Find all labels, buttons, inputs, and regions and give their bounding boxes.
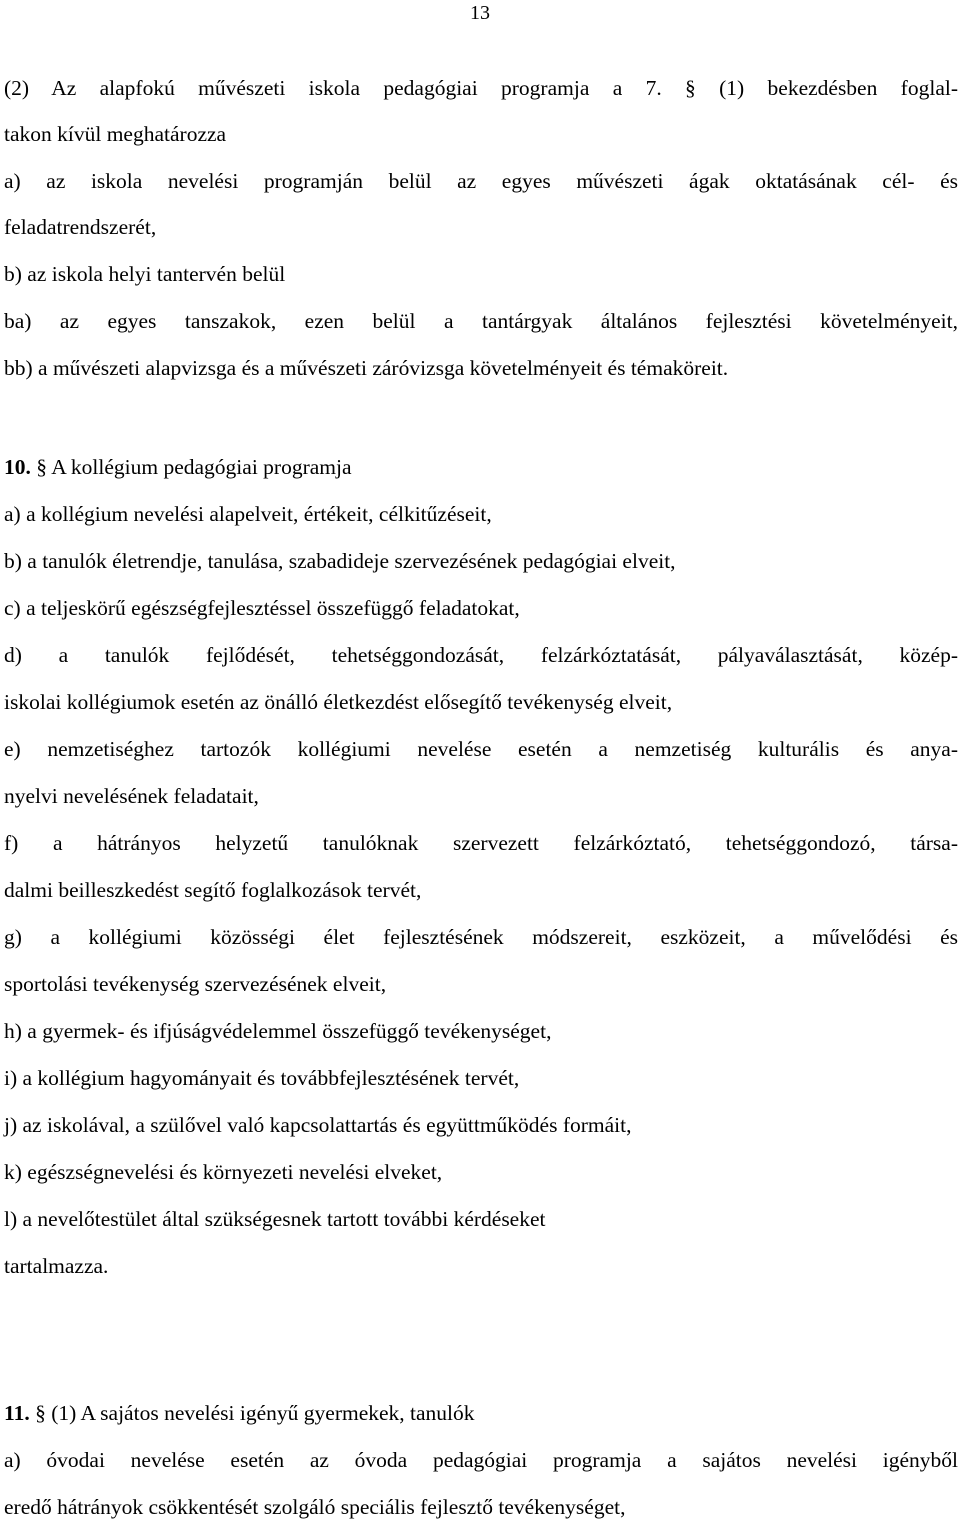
list-item: e) nemzetiséghez tartozók kollégiumi nevelése esetén a nemzetiség kulturális és anya- [4,737,958,761]
section-number: 10. [4,455,31,479]
list-item: i) a kollégium hagyományait és továbbfejlesztésének tervét, [4,1066,520,1090]
list-item: a) óvodai nevelése esetén az óvoda pedagógiai programja a sajátos nevelési igényből [4,1448,958,1472]
list-item: l) a nevelőtestület által szükségesnek tartott további kérdéseket [4,1207,546,1231]
section-heading [4,452,958,482]
list-item: b) a tanulók életrendje, tanulása, szabadideje szervezésének pedagógiai elveit, [4,549,676,573]
list-item: c) a teljeskörű egészségfejlesztéssel összefüggő feladatokat, [4,596,520,620]
list-item: ba) az egyes tanszakok, ezen belül a tantárgyak általános fejlesztési követelményeit, [4,309,958,333]
section-number: 11. [4,1401,30,1425]
list-item: sportolási tevékenység szervezésének elveit, [4,972,387,996]
list-item: iskolai kollégiumok esetén az önálló életkezdést elősegítő tevékenység elveit, [4,690,673,714]
list-item: feladatrendszerét, [4,215,157,239]
list-item: d) a tanulók fejlődését, tehetséggondozását, felzárkóztatását, pályaválasztását, közép- [4,643,958,667]
section-heading-text: § (1) A sajátos nevelési igényű gyermekek, tanulók [35,1401,475,1425]
list-item: f) a hátrányos helyzetű tanulóknak szervezett felzárkóztató, tehetséggondozó, társa- [4,831,958,855]
list-item: a) a kollégium nevelési alapelveit, értékeit, célkitűzéseit, [4,502,492,526]
list-item: a) az iskola nevelési programján belül az egyes művészeti ágak oktatásának cél- és [4,169,958,193]
list-item: b) az iskola helyi tantervén belül [4,262,286,286]
list-item: eredő hátrányok csökkentését szolgáló speciális fejlesztő tevékenységet, [4,1495,626,1519]
section-heading [4,1398,958,1428]
list-item: dalmi beilleszkedést segítő foglalkozások tervét, [4,878,422,902]
list-item: bb) a művészeti alapvizsga és a művészeti záróvizsga követelményeit és témaköreit. [4,356,729,380]
closing-line: tartalmazza. [4,1254,109,1278]
paragraph-line: (2) Az alapfokú művészeti iskola pedagógiai programja a 7. § (1) bekezdésben foglal- [4,76,958,100]
list-item: g) a kollégiumi közösségi élet fejlesztésének módszereit, eszközeit, a művelődési és [4,925,958,949]
list-item: nyelvi nevelésének feladatait, [4,784,259,808]
list-item: h) a gyermek- és ifjúságvédelemmel összefüggő tevékenységet, [4,1019,552,1043]
page-number: 13 [470,2,490,24]
list-item: j) az iskolával, a szülővel való kapcsolattartás és együttműködés formáit, [4,1113,632,1137]
paragraph-line: takon kívül meghatározza [4,122,227,146]
section-heading-text: § A kollégium pedagógiai programja [36,455,352,479]
list-item: k) egészségnevelési és környezeti nevelési elveket, [4,1160,443,1184]
